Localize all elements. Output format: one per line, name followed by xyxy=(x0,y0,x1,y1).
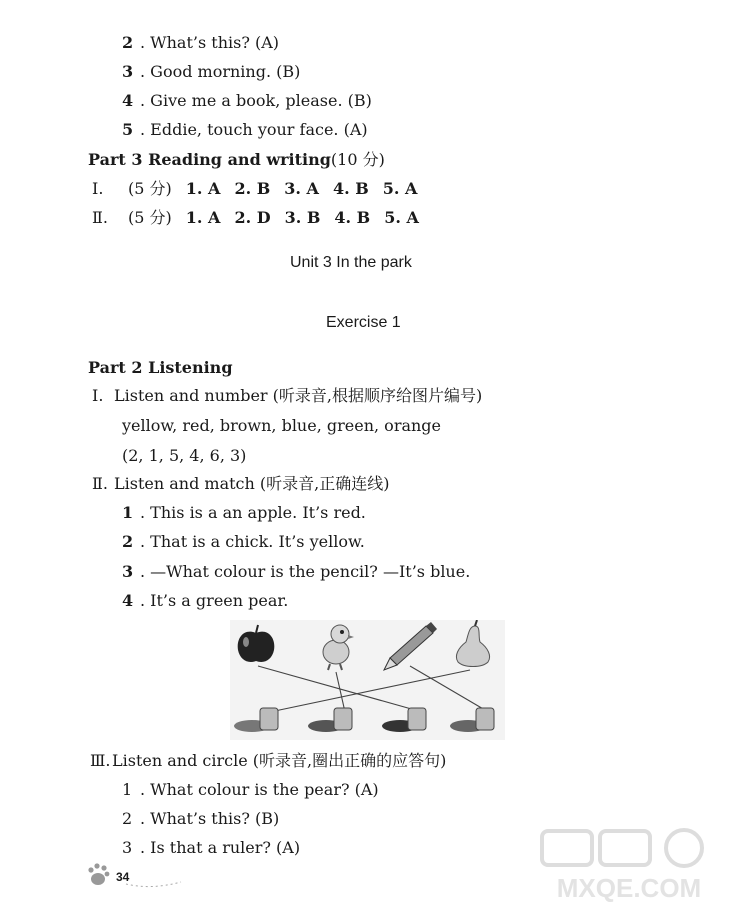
sec1-colours: yellow, red, brown, blue, green, orange xyxy=(122,416,442,435)
sec2-item-3: 3 . —What colour is the pencil? —It’s blue. xyxy=(122,562,471,581)
sec2-item-2: 2 . That is a chick. It’s yellow. xyxy=(122,532,365,551)
part2-heading: Part 2 Listening xyxy=(88,358,233,377)
paw-print-icon xyxy=(86,860,186,890)
sec1-answer: (2, 1, 5, 4, 6, 3) xyxy=(122,446,247,465)
item-4: 4 . Give me a book, please. (B) xyxy=(122,91,372,110)
sec1-heading: Ⅰ. Listen and number (听录音,根据顺序给图片编号) xyxy=(92,386,483,405)
sec2-item-1: 1 . This is a an apple. It’s red. xyxy=(122,503,366,522)
part3-row-1: Ⅰ. (5 分) 1. A 2. B 3. A 4. B 5. A xyxy=(92,179,418,198)
item-3: 3 . Good morning. (B) xyxy=(122,62,301,81)
watermark xyxy=(534,823,724,907)
page-footer xyxy=(86,860,186,894)
page-number: 34 xyxy=(116,870,130,884)
exercise-title: Exercise 1 xyxy=(326,314,401,331)
sec3-heading: Ⅲ.Listen and circle (听录音,圈出正确的应答句) xyxy=(90,751,447,770)
watermark-text: MXQE.COM xyxy=(556,873,702,903)
sec3-item-1: 1 . What colour is the pear? (A) xyxy=(122,780,379,799)
item-5: 5 . Eddie, touch your face. (A) xyxy=(122,120,368,139)
matching-picture xyxy=(230,620,505,740)
item-2: 2 . What’s this? (A) xyxy=(122,33,280,52)
sec3-item-2: 2 . What’s this? (B) xyxy=(122,809,280,828)
sec2-item-4: 4 . It’s a green pear. xyxy=(122,591,289,610)
sec3-item-3: 3 . Is that a ruler? (A) xyxy=(122,838,301,857)
unit-title: Unit 3 In the park xyxy=(290,254,412,271)
part3-row-2: Ⅱ. (5 分) 1. A 2. D 3. B 4. B 5. A xyxy=(92,208,419,227)
sec2-heading: Ⅱ. Listen and match (听录音,正确连线) xyxy=(92,474,390,493)
part3-heading: Part 3 Reading and writing(10 分) xyxy=(88,150,385,169)
watermark-logo-icon xyxy=(534,823,724,903)
